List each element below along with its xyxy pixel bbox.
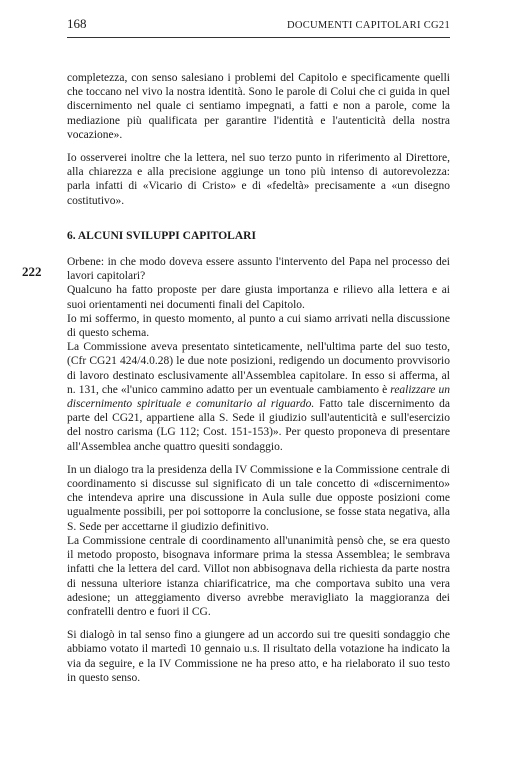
paragraph <box>67 340 450 454</box>
paragraph: Io osserverei inoltre che la lettera, nel suo terzo punto in riferimento al Direttore, alla chiarezza e alla precisione aggiunge un tono più intenso di autorevolezza: parla infatti di «Vicario di Cristo» e di «fedeltà» precisamente a «un disegno costitutivo». <box>67 152 450 207</box>
paragraph: Orbene: in che modo doveva essere assunto l'intervento del Papa nel processo dei lavori capitolari? <box>67 256 450 283</box>
paragraph: completezza, con senso salesiano i problemi del Capitolo e specificamente quelli che toccano nel vivo la nostra identità. Sono le parole di Colui che ci guida in quel discernimento nel quale ci sentiamo impegnati, a fatti e non a parole, come la mediazione più qualificata per garantire l'identità e l'autenticità della nostra vocazione». <box>67 72 450 141</box>
body-text <box>67 71 450 685</box>
paragraph: In un dialogo tra la presidenza della IV Commissione e la Commissione centrale di coordinamento si discusse sul significato di un tale concetto di «discernimento» che intendeva aprire una discussione in Aula sulle due opposte posizioni come ugualmente possibili, per poi sottoporre la conclusione, se fosse stata negativa, alla S. Sede per accettarne il giudizio definitivo. <box>67 463 450 533</box>
paragraph: Io mi soffermo, in questo momento, al punto a cui siamo arrivati nella discussione di questo schema. <box>67 312 450 340</box>
italic-quote: realizzare un discernimento spirituale e comunitario al riguardo. <box>67 383 450 411</box>
section-heading: 6. ALCUNI SVILUPPI CAPITOLARI <box>67 229 256 242</box>
margin-paragraph-number: 222 <box>22 264 42 279</box>
page-number: 168 <box>67 16 87 31</box>
header-rule <box>67 37 450 38</box>
paragraph-text: La Commissione aveva presentato sinteticamente, nell'ultima parte del suo testo, (Cfr CG21 424/4.0.28) le due note posizioni, redigendo un documento provvisorio di lavoro destinato esclusivamente all'Assemblea capitolare. In esso si afferma, al n. 131, che «l'unico cammino adatto per un eventuale cambiamento è <box>67 341 450 396</box>
paragraph: Si dialogò in tal senso fino a giungere ad un accordo sui tre quesiti sondaggio che abbiamo votato il martedì 10 gennaio u.s. Il risultato della votazione ha indicato la via da seguire, e la IV Commissione ne ha preso atto, e ha rielaborato il suo testo in questo senso. <box>67 629 450 684</box>
paragraph-text-after: Fatto tale discernimento da parte del CG21, appartiene alla S. Sede il giudizio sull'autenticità e sull'esercizio del nostro carisma (LG 112; Cost. 151-153)». Per questo proponeva di presentare all'Assemblea anche quattro quesiti sondaggio. <box>67 398 450 453</box>
paragraph: La Commissione centrale di coordinamento all'unanimità pensò che, se era questo il metodo proposto, bisognava informare prima la stessa Assemblea; le sembrava infatti che la lettera del card. Villot non abbisognava della richiesta da parte nostra di nessuna ulteriore istanza chiarificatrice, ma che comportava subito una vera adesione; un atteggiamento diverso avrebbe meravigliato la maggioranza dei confratelli dentro e fuori il CG. <box>67 534 450 618</box>
running-header <box>67 16 450 32</box>
running-title: DOCUMENTI CAPITOLARI CG21 <box>286 20 450 31</box>
paragraph: Qualcuno ha fatto proposte per dare giusta importanza e rilievo alla lettera e ai suoi orientamenti nei documenti finali del Capitolo. <box>67 284 450 311</box>
